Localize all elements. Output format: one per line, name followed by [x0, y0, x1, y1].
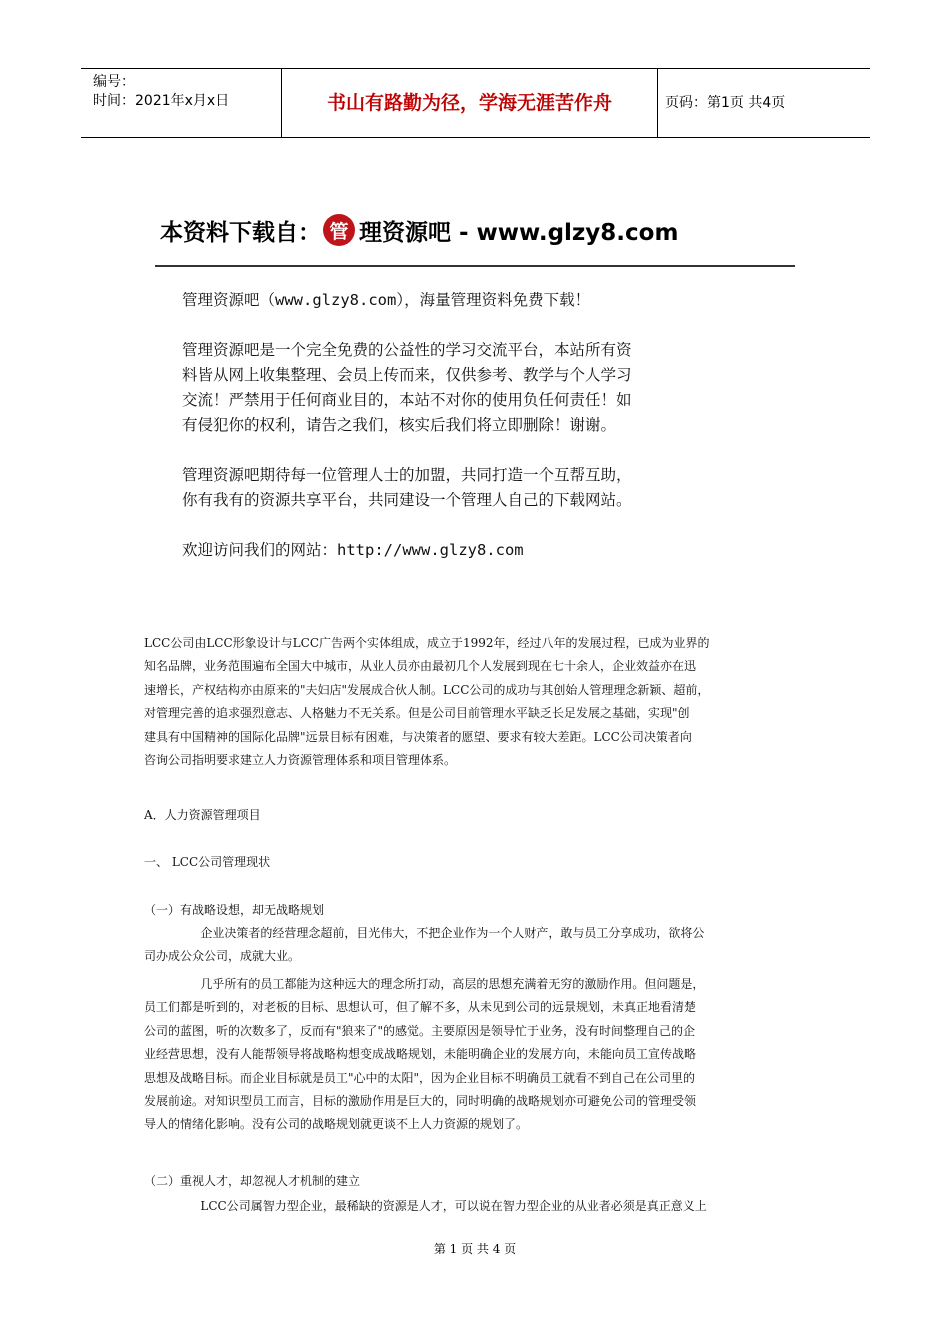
intro-line: 管理资源吧期待每一位管理人士的加盟，共同打造一个互帮互助， — [182, 466, 632, 484]
intro-line: 料皆从网上收集整理、会员上传而来，仅供参考、教学与个人学习 — [182, 366, 632, 384]
text-line: 公司的蓝图，听的次数多了，反而有"狼来了"的感觉。主要原因是领导忙于业务，没有时间整理自己的企 — [144, 1023, 696, 1038]
banner-suffix: 理资源吧 - www.glzy8.com — [359, 219, 679, 246]
text-line: 知名品牌，业务范围遍布全国大中城市，从业人员亦由最初几个人发展到现在七十余人，企业效益亦在迅 — [144, 659, 697, 674]
heading-a-text: A．人力资源管理项目 — [144, 808, 261, 822]
download-banner — [160, 210, 800, 250]
intro-paragraph-4 — [182, 538, 782, 563]
intro-paragraph-3 — [182, 463, 782, 513]
text-line: 导人的情绪化影响。没有公司的战略规划就更谈不上人力资源的规划了。 — [144, 1117, 529, 1132]
subheading-2 — [144, 1170, 809, 1193]
sub1-paragraph-2 — [144, 973, 809, 1137]
text-line: 司办成公众公司，成就大业。 — [144, 949, 301, 964]
header-page-label: 页码：第1页 共4页 — [665, 95, 786, 111]
text-line: 发展前途。对知识型员工而言，目标的激励作用是巨大的，同时明确的战略规划亦可避免公司的管理受领 — [144, 1094, 697, 1109]
number-label: 编号： — [93, 74, 135, 90]
intro-paragraph-1 — [182, 288, 782, 313]
header-motto: 书山有路勤为径，学海无涯苦作舟 — [282, 69, 658, 137]
intro-paragraph-2 — [182, 338, 782, 438]
text-line: LCC公司属智力型企业，最稀缺的资源是人才，可以说在智力型企业的从业者必须是真正意义上 — [200, 1199, 707, 1213]
company-overview-paragraph — [144, 632, 809, 772]
text-line: 几乎所有的员工都能为这种远大的理念所打动，高层的思想充满着无穷的激励作用。但问题是， — [200, 977, 705, 991]
time-label: 时间：2021年x月x日 — [93, 93, 230, 109]
text-line: 业经营思想，没有人能帮领导将战略构想变成战略规划，未能明确企业的发展方向，未能向员工宣传战略 — [144, 1047, 697, 1062]
intro-line: 交流！严禁用于任何商业目的，本站不对你的使用负任何责任！如 — [182, 391, 632, 409]
text-line: 企业决策者的经营理念超前，目光伟大，不把企业作为一个人财产，敢与员工分享成功，欲将公 — [200, 926, 705, 940]
sub2-paragraph-1 — [144, 1195, 809, 1218]
page-footer: 第 1 页 共 4 页 — [433, 1242, 517, 1256]
intro-line: 有侵犯你的权利，请告之我们，核实后我们将立即删除！谢谢。 — [182, 416, 617, 434]
header-meta-cell — [81, 69, 282, 137]
heading-1-text: 一、 LCC公司管理现状 — [144, 855, 271, 869]
text-line: 建具有中国精神的国际化品牌"远景目标有困难，与决策者的愿望、要求有较大差距。LCC公司决策者向 — [144, 729, 692, 744]
intro-line: 你有我有的资源共享平台，共同建设一个管理人自己的下载网站。 — [182, 491, 632, 509]
intro-line: 管理资源吧是一个完全免费的公益性的学习交流平台，本站所有资 — [182, 341, 632, 359]
text-line: 对管理完善的追求强烈意志、人格魅力不无关系。但是公司目前管理水平缺乏长足发展之基础，实现"创 — [144, 706, 690, 721]
banner-prefix: 本资料下载自： — [160, 219, 321, 246]
text-line: 思想及战略目标。而企业目标就是员工"心中的太阳"，因为企业目标不明确员工就看不到自己在公司里的 — [144, 1070, 696, 1085]
page-header-table — [81, 68, 870, 138]
text-line: 员工们都是听到的，对老板的目标、思想认可，但了解不多，从未见到公司的远景规划，未真正地看清楚 — [144, 1000, 697, 1015]
heading-section-1 — [144, 851, 809, 874]
subheading-1-text: （一）有战略设想，却无战略规划 — [144, 903, 325, 917]
text-line: 速增长，产权结构亦由原来的"夫妇店"发展成合伙人制。LCC公司的成功与其创始人管理理念新颖、超前， — [144, 682, 710, 697]
subheading-2-text: （二）重视人才，却忽视人才机制的建立 — [144, 1174, 361, 1188]
text-line: LCC公司由LCC形象设计与LCC广告两个实体组成，成立于1992年，经过八年的发展过程，已成为业界的 — [144, 636, 710, 650]
text-line: 咨询公司指明要求建立人力资源管理体系和项目管理体系。 — [144, 753, 457, 768]
banner-divider — [155, 265, 795, 267]
intro-line: 管理资源吧（www.glzy8.com），海量管理资料免费下载！ — [182, 291, 591, 309]
sub1-paragraph-1 — [144, 922, 809, 969]
subheading-1 — [144, 899, 809, 922]
site-logo-icon: 管 — [323, 214, 355, 246]
heading-a — [144, 804, 809, 827]
intro-line: 欢迎访问我们的网站：http://www.glzy8.com — [182, 541, 524, 559]
